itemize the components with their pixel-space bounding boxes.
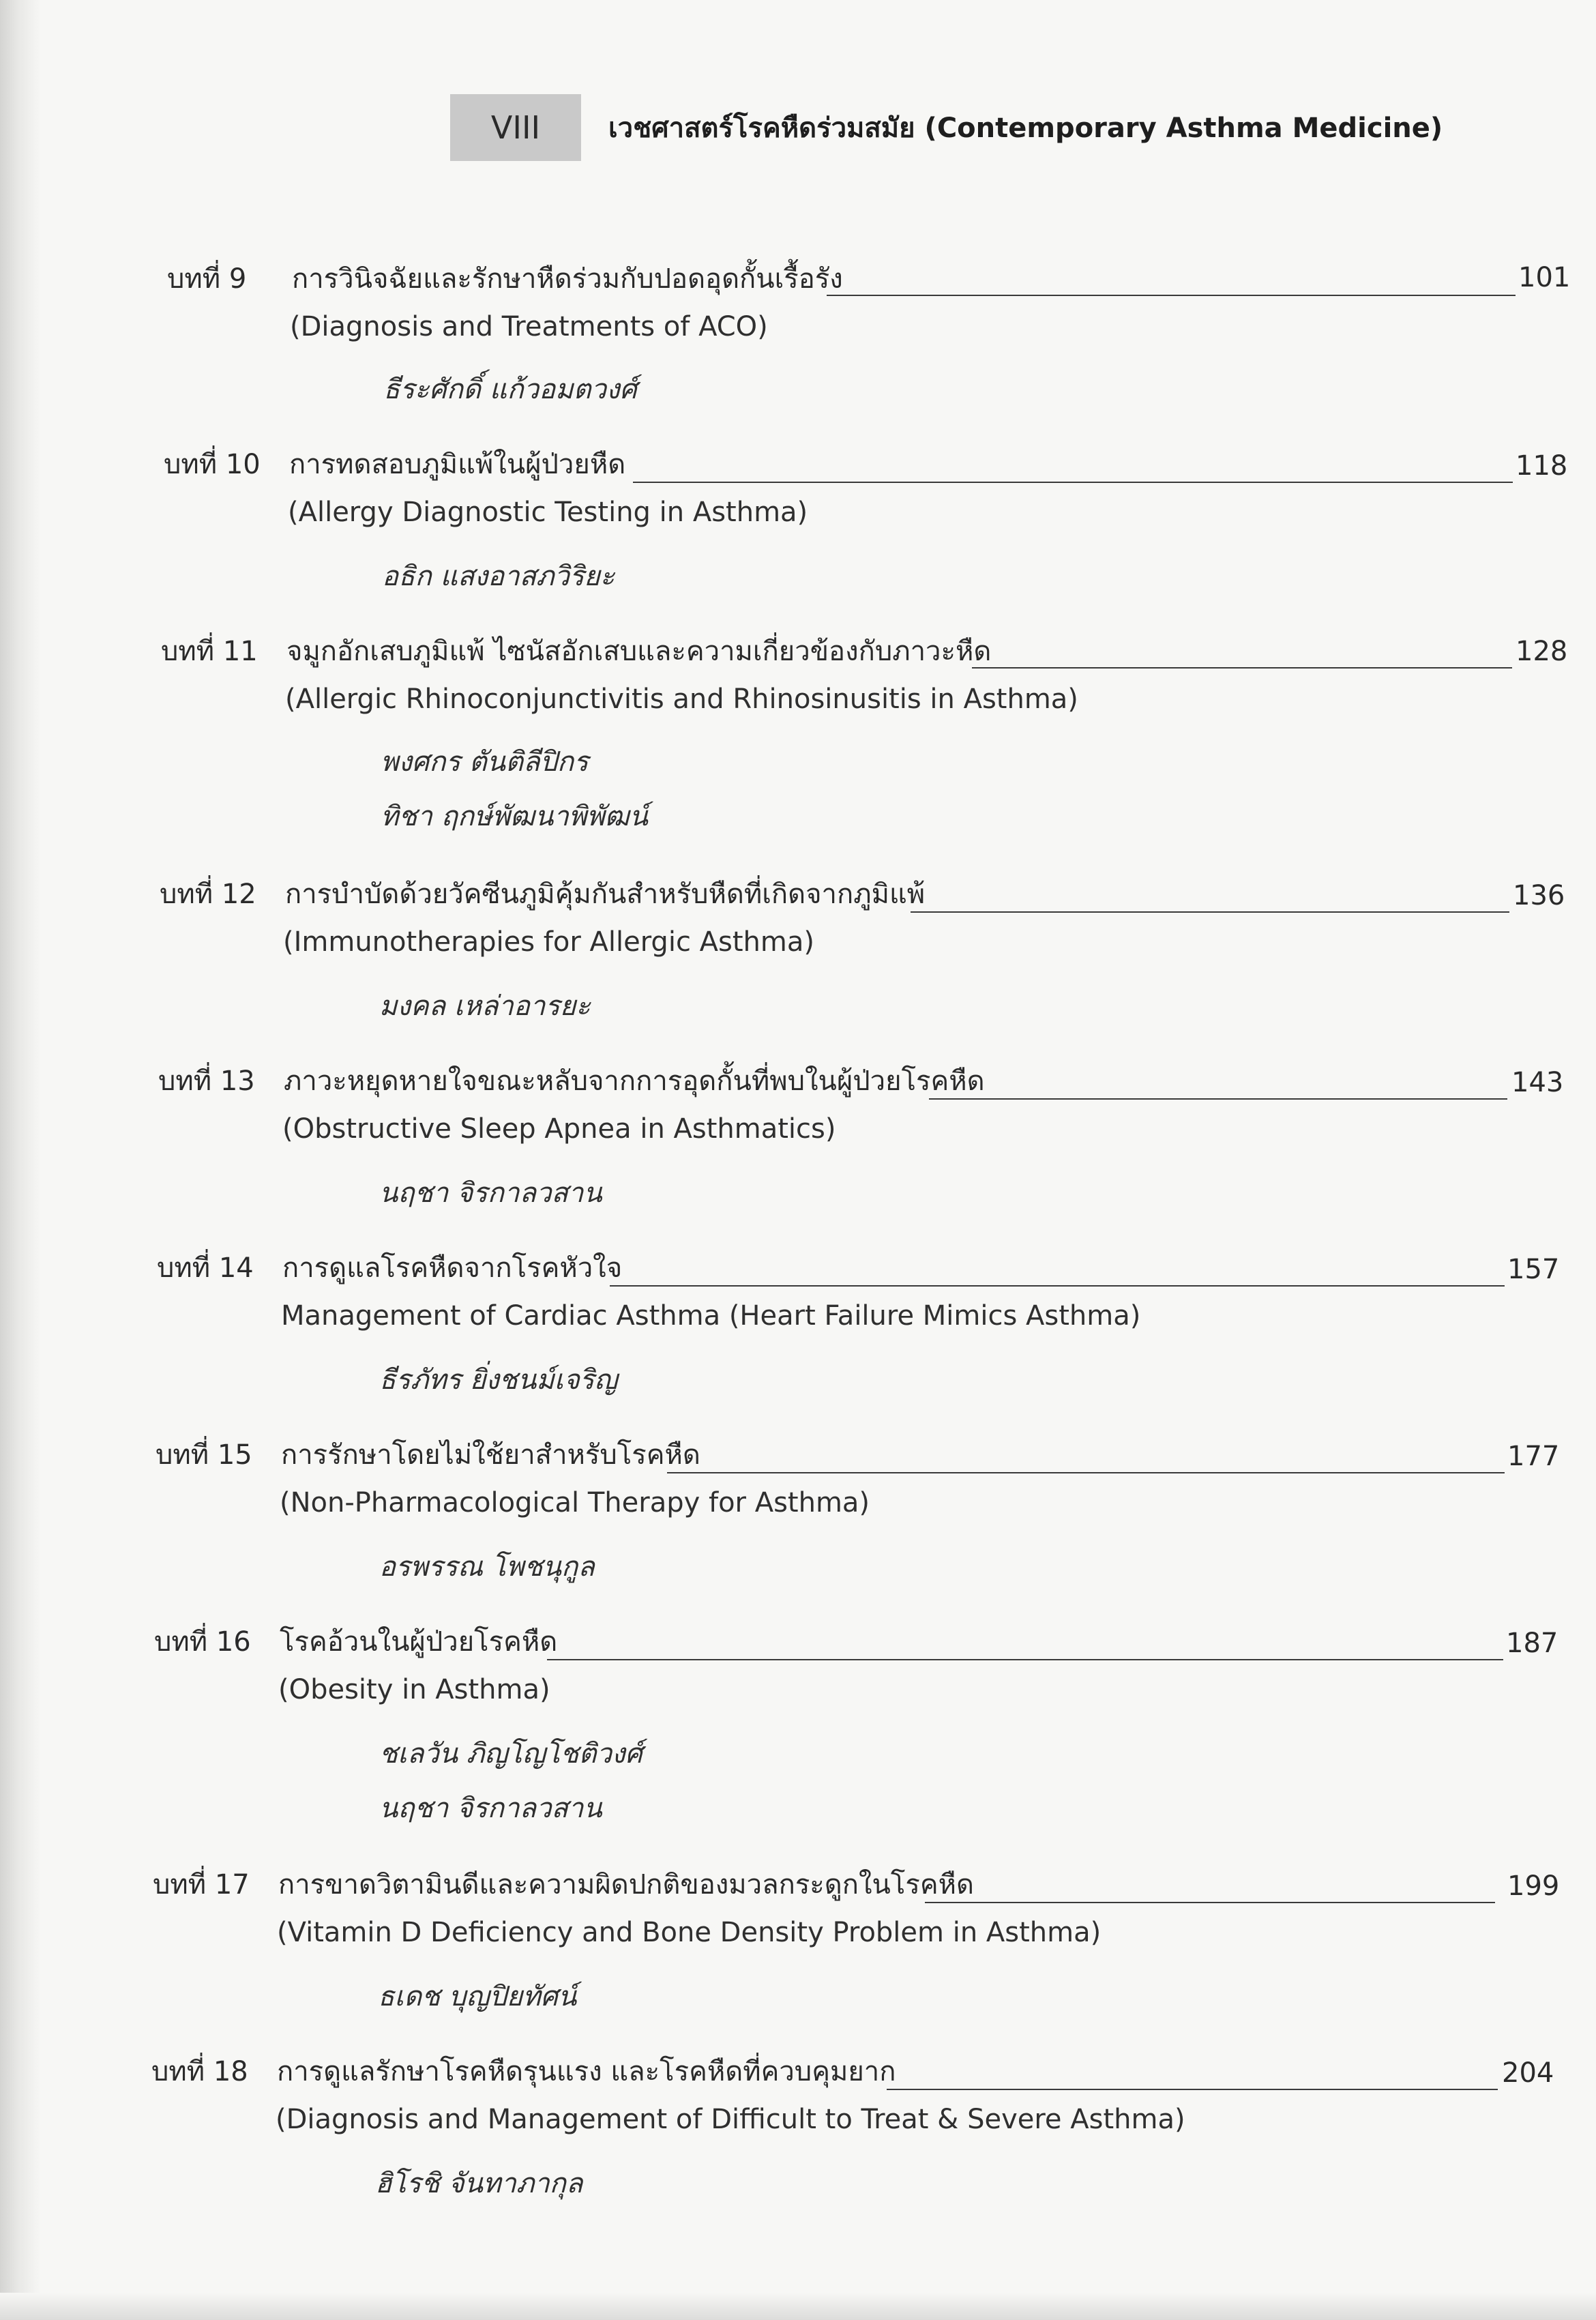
dot-leader-line	[667, 1472, 1505, 1473]
chapter-label: บทที่ 18	[151, 2056, 248, 2087]
chapter-author: อธิก แสงอาสภวิริยะ	[382, 561, 615, 592]
chapter-thai-title: การบำบัดด้วยวัคซีนภูมิคุ้มกันสำหรับหืดที่เกิดจากภูมิแพ้	[285, 879, 926, 910]
dot-leader-line	[972, 667, 1512, 669]
chapter-page-number: 157	[1507, 1254, 1560, 1285]
chapter-page-number: 101	[1518, 262, 1571, 293]
chapter-label: บทที่ 12	[160, 879, 256, 910]
chapter-page-number: 128	[1516, 636, 1568, 667]
chapter-author: มงคล เหล่าอารยะ	[379, 990, 591, 1022]
chapter-thai-title: การวินิจฉัยและรักษาหืดร่วมกับปอดอุดกั้นเรื้อรัง	[292, 263, 843, 295]
chapter-label: บทที่ 10	[164, 449, 261, 480]
book-title: เวชศาสตร์โรคหืดร่วมสมัย (Contemporary Asthma Medicine)	[608, 113, 1443, 144]
running-header	[450, 94, 1443, 161]
chapter-label: บทที่ 17	[153, 1869, 250, 1900]
dot-leader-line	[610, 1285, 1505, 1287]
chapter-label: บทที่ 16	[154, 1626, 251, 1658]
chapter-author: พงศกร ตันติลีปิกร	[381, 746, 589, 778]
chapter-author: ฮิโรชิ จันทาภากุล	[375, 2168, 583, 2199]
chapter-english-title: (Non-Pharmacological Therapy for Asthma)	[280, 1487, 870, 1518]
chapter-page-number: 143	[1511, 1067, 1564, 1098]
chapter-label: บทที่ 11	[161, 636, 258, 667]
spine-shadow	[0, 0, 41, 2320]
chapter-thai-title: การดูแลรักษาโรคหืดรุนแรง และโรคหืดที่ควบคุมยาก	[277, 2056, 896, 2087]
chapter-english-title: (Diagnosis and Treatments of ACO)	[290, 311, 768, 342]
chapter-page-number: 118	[1516, 450, 1568, 482]
chapter-english-title: (Vitamin D Deficiency and Bone Density Problem in Asthma)	[277, 1917, 1102, 1948]
chapter-page-number: 136	[1513, 880, 1565, 911]
dot-leader-line	[911, 911, 1509, 913]
dot-leader-line	[633, 482, 1513, 483]
page-number-box	[450, 94, 581, 161]
chapter-author: ชเลวัน ภิญโญโชติวงศ์	[379, 1738, 642, 1770]
chapter-english-title: (Allergy Diagnostic Testing in Asthma)	[288, 497, 808, 528]
dot-leader-line	[925, 1902, 1495, 1903]
chapter-thai-title: ภาวะหยุดหายใจขณะหลับจากการอุดกั้นที่พบในผู้ป่วยโรคหืด	[284, 1066, 985, 1097]
chapter-label: บทที่ 13	[158, 1066, 255, 1097]
chapter-english-title: (Obstructive Sleep Apnea in Asthmatics)	[282, 1113, 836, 1145]
chapter-english-title: (Diagnosis and Management of Difficult to Treat & Severe Asthma)	[276, 2104, 1185, 2135]
chapter-author: ทิชา ฤกษ์พัฒนาพิพัฒน์	[381, 801, 649, 832]
chapter-english-title: (Allergic Rhinoconjunctivitis and Rhinosinusitis in Asthma)	[285, 684, 1078, 715]
dot-leader-line	[929, 1098, 1507, 1100]
chapter-label: บทที่ 9	[167, 263, 247, 295]
chapter-author: นฤชา จิรกาลวสาน	[379, 1793, 602, 1824]
chapter-thai-title: การทดสอบภูมิแพ้ในผู้ป่วยหืด	[289, 449, 626, 480]
chapter-page-number: 177	[1507, 1441, 1560, 1472]
chapter-author: ธีระศักดิ์ แก้วอมตวงศ์	[383, 374, 637, 405]
chapter-author: ธีรภัทร ยิ่งชนม์เจริญ	[379, 1364, 618, 1396]
chapter-thai-title: การดูแลโรคหืดจากโรคหัวใจ	[282, 1252, 623, 1284]
dot-leader-line	[887, 2089, 1498, 2090]
chapter-english-title: (Immunotherapies for Allergic Asthma)	[283, 926, 814, 958]
dot-leader-line	[827, 295, 1516, 296]
chapter-page-number: 199	[1507, 1870, 1560, 1902]
chapter-label: บทที่ 15	[156, 1439, 252, 1471]
page-roman-numeral: VIII	[490, 109, 541, 146]
chapter-page-number: 187	[1506, 1628, 1558, 1659]
chapter-author: ธเดช บุญปิยทัศน์	[378, 1981, 577, 2012]
chapter-page-number: 204	[1502, 2057, 1554, 2089]
chapter-thai-title: โรคอ้วนในผู้ป่วยโรคหืด	[280, 1626, 558, 1658]
chapter-thai-title: การรักษาโดยไม่ใช้ยาสำหรับโรคหืด	[281, 1439, 700, 1471]
chapter-author: อรพรรณ โพชนุกูล	[379, 1551, 595, 1583]
chapter-thai-title: การขาดวิตามินดีและความผิดปกติของมวลกระดูกในโรคหืด	[278, 1869, 974, 1900]
chapter-english-title: (Obesity in Asthma)	[278, 1674, 550, 1705]
chapter-thai-title: จมูกอักเสบภูมิแพ้ ไซนัสอักเสบและความเกี่ยวข้องกับภาวะหืด	[286, 636, 992, 667]
chapter-english-title: Management of Cardiac Asthma (Heart Failure Mimics Asthma)	[281, 1300, 1141, 1332]
dot-leader-line	[547, 1659, 1503, 1660]
chapter-author: นฤชา จิรกาลวสาน	[379, 1177, 602, 1209]
chapter-label: บทที่ 14	[157, 1252, 254, 1284]
bottom-edge-shadow	[0, 2293, 1596, 2320]
